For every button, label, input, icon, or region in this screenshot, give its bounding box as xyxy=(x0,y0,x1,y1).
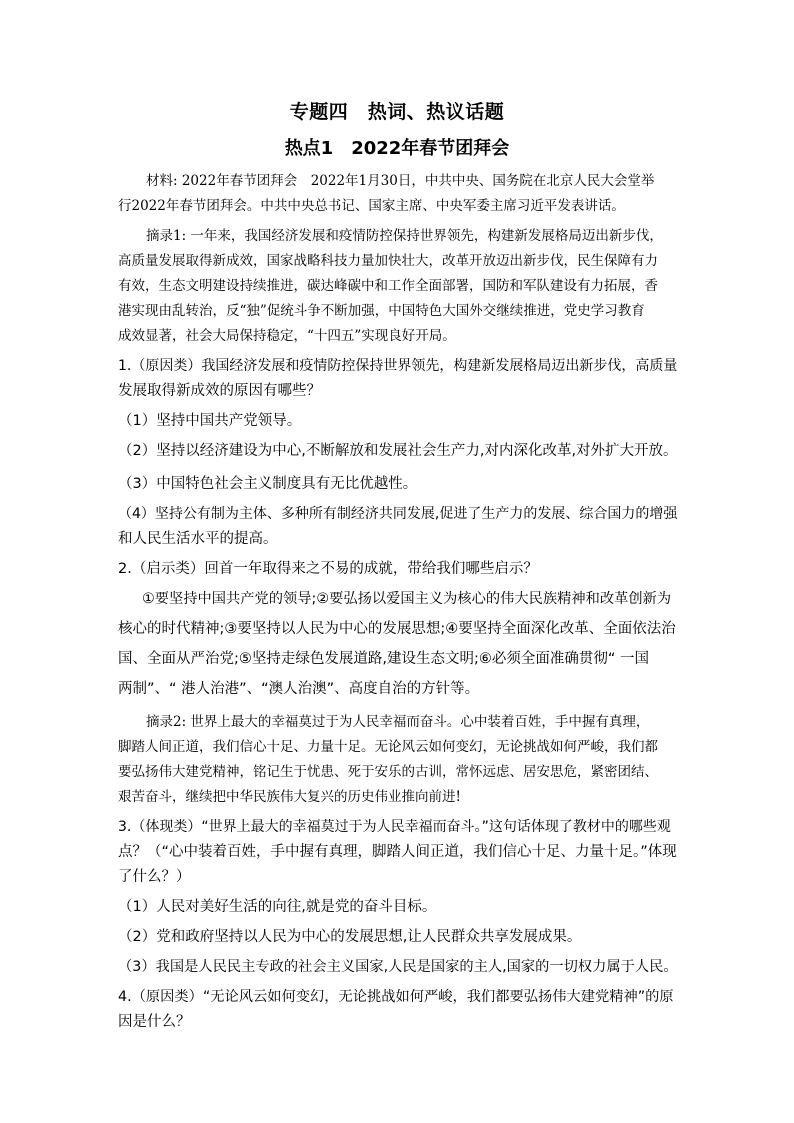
question-4 xyxy=(118,985,678,1035)
answer-line: 两制”、“ 港人治港”、“澳人治澳”、高度自治的方针等。 xyxy=(118,681,480,697)
answer-line: （2）坚持以经济建设为中心,不断解放和发展社会生产力,对内深化改革,对外扩大开放。 xyxy=(118,443,678,459)
text-line: 摘录2: 世界上最大的幸福莫过于为人民幸福而奋斗。心中装着百姓，手中握有真理， xyxy=(146,714,650,730)
question-line: 因是什么？ xyxy=(118,1014,191,1030)
page-subtitle: 热点1 2022年春节团拜会 xyxy=(284,138,510,159)
question-line: 2.（启示类）回首一年取得来之不易的成就，带给我们哪些启示？ xyxy=(118,561,538,577)
text-line: 行2022年春节团拜会。中共中央总书记、国家主席、中央军委主席习近平发表讲话。 xyxy=(118,198,625,214)
text-line: 有效，生态文明建设持续推进，碳达峰碳中和工作全面部署，国防和军队建设有力拓展，香 xyxy=(118,278,658,294)
text-line: 要弘扬伟大建党精神，铭记生于忧患、死于安乐的古训，常怀远虑、居安思危，紧密团结、 xyxy=(118,764,658,780)
question-line: 了什么？） xyxy=(118,869,191,885)
excerpt-1-paragraph xyxy=(118,224,678,349)
text-line: 成效显著，社会大局保持稳定，“十四五”实现良好开局。 xyxy=(118,328,456,344)
answer-line: 核心的时代精神;③要坚持以人民为中心的发展思想;④要坚持全面深化改革、全面依法治 xyxy=(118,621,676,637)
question-line: 4.（原因类）“无论风云如何变幻，无论挑战如何严峻，我们都要弘扬伟大建党精神”的原 xyxy=(118,989,674,1005)
text-line: 脚踏人间正道，我们信心十足、力量十足。无论风云如何变幻，无论挑战如何严峻，我们都 xyxy=(118,739,658,755)
answer-line: （3）中国特色社会主义制度具有无比优越性。 xyxy=(118,476,418,492)
page-title: 专题四 热词、热议话题 xyxy=(289,101,505,123)
answer-line: （1）坚持中国共产党领导。 xyxy=(118,413,302,429)
answer-line: 国、全面从严治党;⑤坚持走绿色发展道路,建设生态文明;⑥必须全面准确贯彻“ 一国 xyxy=(118,651,649,667)
answer-line: （2）党和政府坚持以人民为中心的发展思想,让人民群众共享发展成果。 xyxy=(118,929,582,945)
question-2 xyxy=(118,557,678,702)
text-line: 高质量发展取得新成效，国家战略科技力量加快壮大，改革开放迈出新步伐，民生保障有力 xyxy=(118,253,658,269)
answer-line: （4）坚持公有制为主体、多种所有制经济共同发展,促进了生产力的发展、综合国力的增强 xyxy=(118,506,678,522)
question-line: 发展取得新成效的原因有哪些？ xyxy=(118,383,321,399)
question-1 xyxy=(118,354,678,552)
excerpt-2-paragraph xyxy=(118,710,678,810)
text-line: 港实现由乱转治，反“独”促统斗争不断加强，中国特色大国外交继续推进，党史学习教育 xyxy=(118,303,645,319)
text-line: 摘录1: 一年来，我国经济发展和疫情防控保持世界领先，构建新发展格局迈出新步伐， xyxy=(146,228,663,244)
question-line: 点？（“心中装着百姓，手中握有真理，脚踏人间正道，我们信心十足、力量十足。”体现 xyxy=(118,844,677,860)
answer-line: （1）人民对美好生活的向往,就是党的奋斗目标。 xyxy=(118,899,437,915)
answer-line: 和人民生活水平的提高。 xyxy=(118,531,278,547)
document-body xyxy=(118,169,678,1035)
question-line: 1.（原因类）我国经济发展和疫情防控保持世界领先，构建新发展格局迈出新步伐，高质量 xyxy=(118,358,678,374)
question-line: 3.（体现类）“世界上最大的幸福莫过于为人民幸福而奋斗。”这句话体现了教材中的哪些观 xyxy=(118,819,671,835)
question-3 xyxy=(118,815,678,980)
text-line: 艰苦奋斗，继续把中华民族伟大复兴的历史伟业推向前进! xyxy=(118,789,461,805)
answer-line: （3）我国是人民民主专政的社会主义国家,人民是国家的主人,国家的一切权力属于人民。 xyxy=(118,959,678,975)
text-line: 材料: 2022年春节团拜会 2022年1月30日，中共中央、国务院在北京人民大会堂举 xyxy=(146,173,655,189)
answer-line: ①要坚持中国共产党的领导;②要弘扬以爱国主义为核心的伟大民族精神和改革创新为 xyxy=(142,591,672,607)
material-paragraph xyxy=(118,169,678,219)
